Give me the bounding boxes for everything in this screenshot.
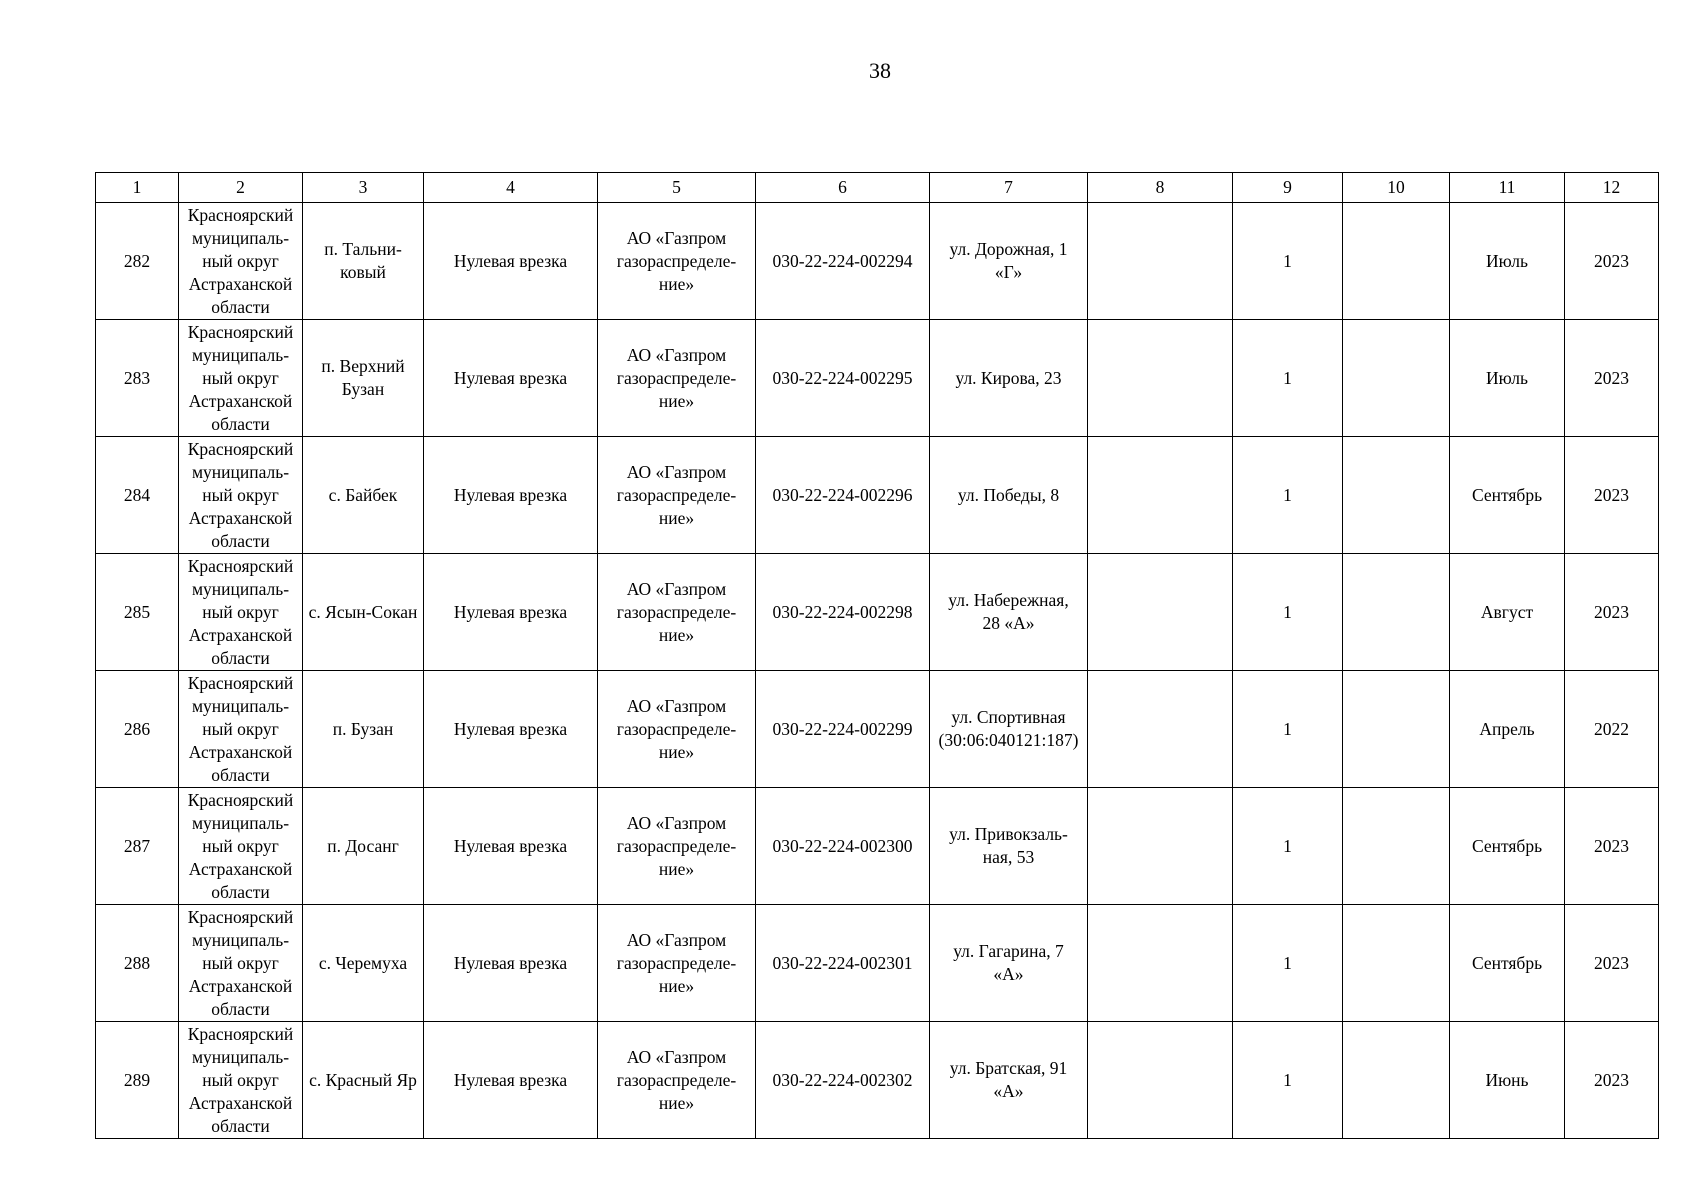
organization-cell-line: ние» [658, 858, 695, 879]
organization-cell-line: АО «Газпром [626, 344, 727, 365]
column-10-cell [1343, 671, 1450, 788]
column-number-cell: 8 [1088, 173, 1233, 203]
object-code-cell: 030-22-224-002301 [756, 905, 930, 1022]
row-number-cell: 282 [96, 203, 179, 320]
column-number-row [96, 173, 1659, 203]
organization-cell-line: ние» [658, 624, 695, 645]
district-cell-line: области [211, 764, 270, 785]
address-cell [930, 788, 1088, 905]
column-number-cell: 12 [1565, 173, 1659, 203]
district-cell-line: Астраханской [188, 1092, 293, 1113]
column-number-cell: 11 [1450, 173, 1565, 203]
column-10-cell [1343, 203, 1450, 320]
address-cell-line: ная, 53 [982, 847, 1035, 867]
locality-cell-line: с. Черемуха [318, 952, 408, 973]
object-code-cell: 030-22-224-002295 [756, 320, 930, 437]
address-cell [930, 320, 1088, 437]
district-cell [179, 1022, 303, 1139]
connection-type-cell: Нулевая врезка [424, 1022, 598, 1139]
connection-type-cell: Нулевая врезка [424, 788, 598, 905]
district-cell-line: области [211, 530, 270, 551]
address-cell-line: ул. Кирова, 23 [955, 367, 1062, 388]
month-cell: Сентябрь [1450, 437, 1565, 554]
month-cell: Июль [1450, 203, 1565, 320]
organization-cell [598, 788, 756, 905]
district-cell-line: ный округ [202, 250, 279, 271]
district-cell [179, 671, 303, 788]
year-cell: 2023 [1565, 203, 1659, 320]
locality-cell [303, 1022, 424, 1139]
district-cell-line: муниципаль- [191, 227, 290, 248]
connection-type-cell: Нулевая врезка [424, 554, 598, 671]
district-cell-line: Астраханской [188, 975, 293, 996]
connection-type-cell: Нулевая врезка [424, 320, 598, 437]
connection-type-cell: Нулевая врезка [424, 905, 598, 1022]
district-cell-line: Красноярский [187, 789, 294, 810]
organization-cell [598, 1022, 756, 1139]
organization-cell-line: газораспределе- [616, 952, 737, 973]
month-cell: Август [1450, 554, 1565, 671]
address-cell-line: (30:06:040121:187) [938, 730, 1079, 750]
row-number-cell: 286 [96, 671, 179, 788]
column-10-cell [1343, 1022, 1450, 1139]
locality-cell-line: Бузан [341, 379, 385, 399]
column-10-cell [1343, 788, 1450, 905]
address-cell [930, 1022, 1088, 1139]
address-cell [930, 437, 1088, 554]
year-cell: 2023 [1565, 437, 1659, 554]
quantity-cell: 1 [1233, 905, 1343, 1022]
month-cell: Июнь [1450, 1022, 1565, 1139]
organization-cell-line: газораспределе- [616, 1069, 737, 1090]
object-code-cell: 030-22-224-002294 [756, 203, 930, 320]
organization-cell [598, 671, 756, 788]
district-cell-line: области [211, 413, 270, 434]
organization-cell-line: газораспределе- [616, 484, 737, 505]
column-8-cell [1088, 671, 1233, 788]
address-cell-line: ул. Спортивная [951, 707, 1066, 727]
object-code-cell: 030-22-224-002302 [756, 1022, 930, 1139]
organization-cell-line: газораспределе- [616, 367, 737, 388]
district-cell-line: Астраханской [188, 390, 293, 411]
district-cell-line: Красноярский [187, 1023, 294, 1044]
organization-cell-line: ние» [658, 390, 695, 411]
column-10-cell [1343, 905, 1450, 1022]
column-10-cell [1343, 320, 1450, 437]
locality-cell [303, 437, 424, 554]
column-10-cell [1343, 554, 1450, 671]
organization-cell-line: АО «Газпром [626, 812, 727, 833]
district-cell [179, 554, 303, 671]
locality-cell-line: с. Красный Яр [309, 1069, 417, 1090]
address-cell-line: 28 «А» [982, 613, 1035, 633]
row-number-cell: 289 [96, 1022, 179, 1139]
organization-cell-line: АО «Газпром [626, 227, 727, 248]
district-cell-line: ный округ [202, 484, 279, 505]
month-cell: Июль [1450, 320, 1565, 437]
object-code-cell: 030-22-224-002296 [756, 437, 930, 554]
table-row [96, 437, 1659, 554]
column-8-cell [1088, 203, 1233, 320]
organization-cell-line: газораспределе- [616, 601, 737, 622]
district-cell-line: муниципаль- [191, 695, 290, 716]
column-number-cell: 1 [96, 173, 179, 203]
column-10-cell [1343, 437, 1450, 554]
district-cell-line: Красноярский [187, 204, 294, 225]
district-cell [179, 437, 303, 554]
district-cell-line: области [211, 998, 270, 1019]
address-cell-line: ул. Гагарина, 7 [953, 941, 1064, 961]
address-cell-line: «Г» [994, 262, 1023, 282]
district-cell-line: ный округ [202, 718, 279, 739]
month-cell: Апрель [1450, 671, 1565, 788]
month-cell: Сентябрь [1450, 788, 1565, 905]
table-row [96, 203, 1659, 320]
organization-cell-line: ние» [658, 1092, 695, 1113]
table-row [96, 554, 1659, 671]
district-cell-line: ный округ [202, 835, 279, 856]
locality-cell [303, 788, 424, 905]
address-cell-line: «А» [993, 1081, 1024, 1101]
district-cell-line: Астраханской [188, 858, 293, 879]
district-cell-line: муниципаль- [191, 812, 290, 833]
organization-cell-line: АО «Газпром [626, 1046, 727, 1067]
quantity-cell: 1 [1233, 437, 1343, 554]
district-cell-line: Астраханской [188, 507, 293, 528]
organization-cell-line: газораспределе- [616, 835, 737, 856]
column-number-cell: 2 [179, 173, 303, 203]
row-number-cell: 284 [96, 437, 179, 554]
connection-type-cell: Нулевая врезка [424, 203, 598, 320]
quantity-cell: 1 [1233, 320, 1343, 437]
column-8-cell [1088, 788, 1233, 905]
locality-cell [303, 554, 424, 671]
quantity-cell: 1 [1233, 671, 1343, 788]
column-number-cell: 7 [930, 173, 1088, 203]
district-cell [179, 788, 303, 905]
year-cell: 2023 [1565, 905, 1659, 1022]
object-code-cell: 030-22-224-002299 [756, 671, 930, 788]
district-cell [179, 905, 303, 1022]
row-number-cell: 285 [96, 554, 179, 671]
column-number-cell: 5 [598, 173, 756, 203]
table-row [96, 788, 1659, 905]
organization-cell [598, 554, 756, 671]
locality-cell-line: п. Досанг [327, 835, 399, 856]
district-cell-line: муниципаль- [191, 344, 290, 365]
table-row [96, 1022, 1659, 1139]
locality-cell [303, 320, 424, 437]
quantity-cell: 1 [1233, 554, 1343, 671]
locality-cell [303, 905, 424, 1022]
table-row [96, 671, 1659, 788]
district-cell-line: Красноярский [187, 555, 294, 576]
quantity-cell: 1 [1233, 788, 1343, 905]
object-code-cell: 030-22-224-002298 [756, 554, 930, 671]
month-cell: Сентябрь [1450, 905, 1565, 1022]
district-cell [179, 203, 303, 320]
column-8-cell [1088, 437, 1233, 554]
column-number-cell: 10 [1343, 173, 1450, 203]
organization-cell-line: ние» [658, 507, 695, 528]
organization-cell [598, 437, 756, 554]
district-cell-line: Красноярский [187, 438, 294, 459]
year-cell: 2023 [1565, 554, 1659, 671]
district-cell-line: муниципаль- [191, 929, 290, 950]
district-cell-line: ный округ [202, 601, 279, 622]
locality-cell-line: с. Байбек [328, 484, 398, 505]
address-cell [930, 203, 1088, 320]
connection-type-cell: Нулевая врезка [424, 671, 598, 788]
organization-cell-line: ние» [658, 273, 695, 294]
quantity-cell: 1 [1233, 1022, 1343, 1139]
column-number-cell: 4 [424, 173, 598, 203]
column-8-cell [1088, 1022, 1233, 1139]
organization-cell-line: АО «Газпром [626, 695, 727, 716]
organization-cell [598, 203, 756, 320]
object-code-cell: 030-22-224-002300 [756, 788, 930, 905]
organization-cell-line: ние» [658, 741, 695, 762]
table-row [96, 905, 1659, 1022]
organization-cell-line: газораспределе- [616, 250, 737, 271]
column-8-cell [1088, 554, 1233, 671]
register-table [95, 172, 1659, 1139]
locality-cell-line: ковый [340, 262, 386, 282]
connection-type-cell: Нулевая врезка [424, 437, 598, 554]
organization-cell [598, 905, 756, 1022]
address-cell-line: «А» [993, 964, 1024, 984]
address-cell-line: ул. Дорожная, 1 [949, 239, 1068, 259]
address-cell [930, 554, 1088, 671]
organization-cell-line: газораспределе- [616, 718, 737, 739]
address-cell [930, 905, 1088, 1022]
district-cell-line: ный округ [202, 952, 279, 973]
year-cell: 2023 [1565, 320, 1659, 437]
district-cell-line: Астраханской [188, 273, 293, 294]
year-cell: 2023 [1565, 788, 1659, 905]
address-cell-line: ул. Набережная, [948, 590, 1069, 610]
district-cell-line: Астраханской [188, 624, 293, 645]
row-number-cell: 283 [96, 320, 179, 437]
organization-cell [598, 320, 756, 437]
organization-cell-line: АО «Газпром [626, 929, 727, 950]
address-cell-line: ул. Привокзаль- [949, 824, 1068, 844]
quantity-cell: 1 [1233, 203, 1343, 320]
district-cell-line: муниципаль- [191, 1046, 290, 1067]
locality-cell [303, 671, 424, 788]
locality-cell-line: п. Тальни- [324, 239, 402, 259]
column-number-cell: 6 [756, 173, 930, 203]
district-cell-line: ный округ [202, 367, 279, 388]
column-number-cell: 9 [1233, 173, 1343, 203]
district-cell-line: области [211, 881, 270, 902]
district-cell-line: Красноярский [187, 321, 294, 342]
row-number-cell: 288 [96, 905, 179, 1022]
district-cell-line: Красноярский [187, 906, 294, 927]
organization-cell-line: ние» [658, 975, 695, 996]
column-number-cell: 3 [303, 173, 424, 203]
row-number-cell: 287 [96, 788, 179, 905]
locality-cell [303, 203, 424, 320]
locality-cell-line: п. Верхний [321, 356, 405, 376]
district-cell-line: Красноярский [187, 672, 294, 693]
table-row [96, 320, 1659, 437]
locality-cell-line: п. Бузан [332, 718, 394, 739]
district-cell-line: области [211, 647, 270, 668]
district-cell-line: муниципаль- [191, 461, 290, 482]
table-body [96, 173, 1659, 1139]
organization-cell-line: АО «Газпром [626, 461, 727, 482]
district-cell-line: области [211, 296, 270, 317]
district-cell [179, 320, 303, 437]
year-cell: 2022 [1565, 671, 1659, 788]
year-cell: 2023 [1565, 1022, 1659, 1139]
district-cell-line: Астраханской [188, 741, 293, 762]
page-number: 38 [869, 58, 891, 83]
district-cell-line: ный округ [202, 1069, 279, 1090]
address-cell [930, 671, 1088, 788]
address-cell-line: ул. Победы, 8 [957, 484, 1060, 505]
address-cell-line: ул. Братская, 91 [949, 1058, 1068, 1078]
column-8-cell [1088, 320, 1233, 437]
column-8-cell [1088, 905, 1233, 1022]
district-cell-line: муниципаль- [191, 578, 290, 599]
organization-cell-line: АО «Газпром [626, 578, 727, 599]
district-cell-line: области [211, 1115, 270, 1136]
locality-cell-line: с. Ясын-Сокан [308, 601, 418, 622]
